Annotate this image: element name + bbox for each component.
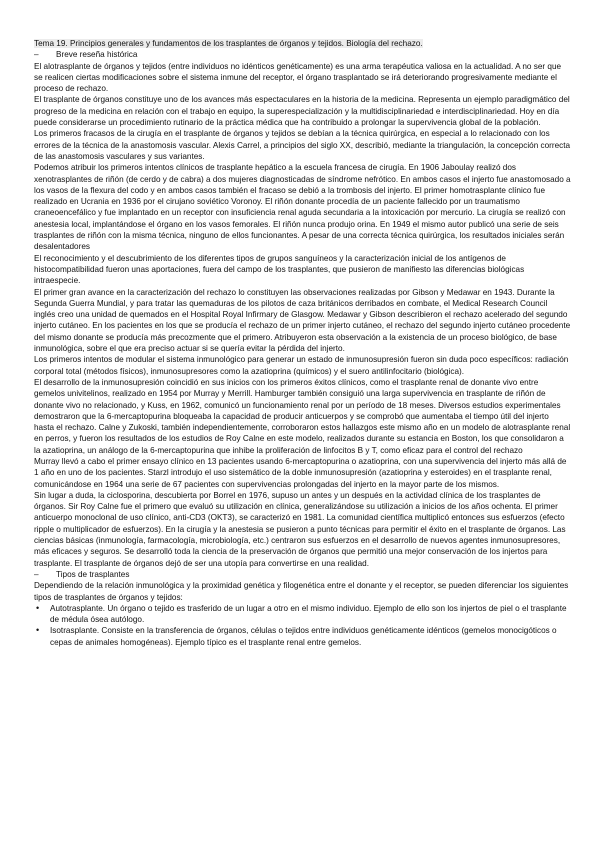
document-title xyxy=(34,38,571,49)
paragraph: El alotrasplante de órganos y tejidos (entre individuos no idénticos genéticamente) es una arma terapéutica valiosa en la actualidad. A no ser que se realicen ciertas modificaciones sobre el sistema inmune del receptor, el órgano trasplantado se irá deteriorando progresivamente mediante el proceso de rechazo. xyxy=(34,61,562,94)
list-item xyxy=(34,603,571,626)
list-item-text: Isotrasplante. Consiste en la transferencia de órganos, células o tejidos entre individuos genéticamente idénticos (gemelos monocigóticos o cepas de animales homogéneas). Ejemplo típico es el trasplante renal entre gemelos. xyxy=(50,626,557,647)
types-list xyxy=(34,603,571,648)
list-item-text: Autotrasplante. Un órgano o tejido es trasferido de un lugar a otro en el mismo individuo. Ejemplo de ello son los injertos de piel o el trasplante de médula ósea autólogo. xyxy=(50,603,567,625)
paragraph: Dependiendo de la relación inmunológica y la proximidad genética y filogenética entre el donante y el receptor, se pueden diferenciar los siguientes tipos de trasplantes de órganos y tejidos: xyxy=(34,581,569,602)
paragraph: Los primeros fracasos de la cirugía en el trasplante de órganos y tejidos se debían a la técnica quirúrgica, en especial a lo relacionado con los errores de la técnica de la anastomosis vascular. Alexis Carrel, a principios del siglo XX, describió, mediante la triangulación, la concepción correcta de las anastomosis vasculares y sus variantes. xyxy=(34,129,571,161)
section-heading-types xyxy=(34,569,571,580)
paragraph: El reconocimiento y el descubrimiento de los diferentes tipos de grupos sanguíneos y la caracterización inicial de los antígenos de histocompatibilidad fueron unas aportaciones, fuera del campo de los trasplantes, que pusieron de manifiesto las diferencias biológicas intraespecie. xyxy=(34,253,525,286)
paragraph: Sin lugar a duda, la ciclosporina, descubierta por Borrel en 1976, supuso un antes y un después en la actividad clínica de los trasplantes de órganos. Sir Roy Calne fue el primero que evaluó su utilización en clínica, generalizándose su utilización a inicios de los años ochenta. El primer anticuerpo monoclonal de uso clínico, anti-CD3 (OKT3), se caracterizó en 1981. La comunidad científica multiplicó entonces sus esfuerzos (efecto ripple o multiplicador de esfuerzos). En la cirugía y la anestesia se pusieron a punto técnicas para permitir el éxito en el trasplante de órganos. Las ciencias básicas (inmunología, farmacología, microbiología, etc.) centraron sus esfuerzos en el desarrollo de nuevos agentes inmunosupresores, más eficaces y seguros. Se desarrolló toda la ciencia de la preservación de órganos que permitió una mejor conservación de los injertos para trasplante. El trasplante de órganos dejó de ser una utopía para convertirse en una realidad. xyxy=(34,490,566,568)
bullet-icon: • xyxy=(36,625,40,636)
paragraph: Los primeros intentos de modular el sistema inmunológico para generar un estado de inmunosupresión fueron sin duda poco específicos: radiación corporal total (métodos físicos), inmunosupresores como la azatioprina (químicos) y el suero antilinfocitario (biológica). xyxy=(34,355,569,376)
paragraph: El trasplante de órganos constituye uno de los avances más espectaculares en la historia de la medicina. Representa un ejemplo paradigmático del progreso de la medicina en relación con el trabajo en equipo, la superespecialización y la multidisciplinariedad e interdisciplinariedad. Hoy en día puede considerarse un procedimiento rutinario de la práctica médica que ha contribuido a prolongar la supervivencia global de la población. xyxy=(34,95,570,128)
bullet-icon: • xyxy=(36,602,40,613)
paragraph: El primer gran avance en la caracterización del rechazo lo constituyen las observaciones realizadas por Gibson y Medawar en 1943. Durante la Segunda Guerra Mundial, y para tratar las quemaduras de los pilotos de caza británicos derribados en combate, el Medical Research Council inglés creo una unidad de quemados en el Hospital Royal Infirmary de Glasgow. Medawar y Gibson describieron el rechazo acelerado del segundo injerto cutáneo. En los pacientes en los que se producía el rechazo de un primer injerto cutáneo, el rechazo del segundo injerto cutáneo procedente del mismo donante se producía más precozmente que el primero. Atribuyeron esta observación a la existencia de un proceso biológico, de base inmunológica, sobre el que era preciso actuar si se quería evitar la pérdida del injerto. xyxy=(34,287,571,354)
heading-dash: – xyxy=(34,569,39,579)
paragraph: Murray llevó a cabo el primer ensayo clínico en 13 pacientes usando 6-mercaptopurina o azatioprina, con una supervivencia del injerto más allá de 1 año en uno de los pacientes. Starzl introdujo el uso sistemático de la doble inmunosupresión (azatioprina y esteroides) en el trasplante renal, comunicándose en 1964 una serie de 67 pacientes con supervivencias prolongadas del injerto en la mayor parte de los mismos. xyxy=(34,456,567,489)
heading-dash: – xyxy=(34,50,39,60)
paragraph: Podemos atribuir los primeros intentos clínicos de trasplante hepático a la escuela francesa de cirugía. En 1906 Jaboulay realizó dos xenotrasplantes de riñón (de cerdo y de cabra) a dos mujeres diagnosticadas de síndrome nefrótico. En ambos casos el injerto fue anastomosado a los vasos de la flexura del codo y en ambos casos también el fracaso se debió a la trombosis del injerto. El primer homotrasplante clínico fue realizado en Ucrania en 1936 por el cirujano soviético Voronoy. El riñón donante procedía de un paciente fallecido por un traumatismo craneoencefálico y fue implantado en un receptor con insuficiencia renal aguda secundaria a la intoxicación por mercurio. La cirugía se realizó con anestesia local, implantándose el órgano en los vasos femorales. El riñón nunca produjo orina. En 1949 el mismo autor publicó una serie de seis trasplantes de riñón con la misma técnica, ninguno de ellos funcionantes. A pesar de una correcta técnica quirúrgica, los resultados iniciales serán desalentadores xyxy=(34,163,571,252)
heading-text: Tipos de trasplantes xyxy=(56,569,130,579)
title-text: Tema 19. Principios generales y fundamentos de los trasplantes de órganos y tejidos. Biología del rechazo. xyxy=(34,39,423,48)
paragraph: El desarrollo de la inmunosupresión coincidió en sus inicios con los primeros éxitos clínicos, como el trasplante renal de donante vivo entre gemelos univitelinos, realizado en 1954 por Murray y Merrill. Hamburger también consiguió una larga supervivencia en trasplante de riñón de donante vivo no relacionado, y Kuss, en 1962, comunicó un funcionamiento renal por un período de 18 meses. Diversos estudios experimentales demostraron que la 6-mercaptopurina bloqueaba la capacidad de producir anticuerpos y se comprobó que aumentaba el tiempo útil del injerto hasta el rechazo. Calne y Zukoski, también independientemente, corroboraron estos hallazgos este mismo año en un modelo de alotrasplante renal en perros, y fueron los resultados de los estudios de Roy Calne en este modelo, realizados durante su estancia en Boston, los que consolidaron a la azatioprina, un análogo de la 6-mercaptopurina que inhibe la proliferación de linfocitos B y T, como eficaz para el control del rechazo xyxy=(34,377,571,455)
section-heading-history xyxy=(34,49,571,60)
list-item xyxy=(34,625,571,648)
heading-text: Breve reseña histórica xyxy=(56,50,138,60)
